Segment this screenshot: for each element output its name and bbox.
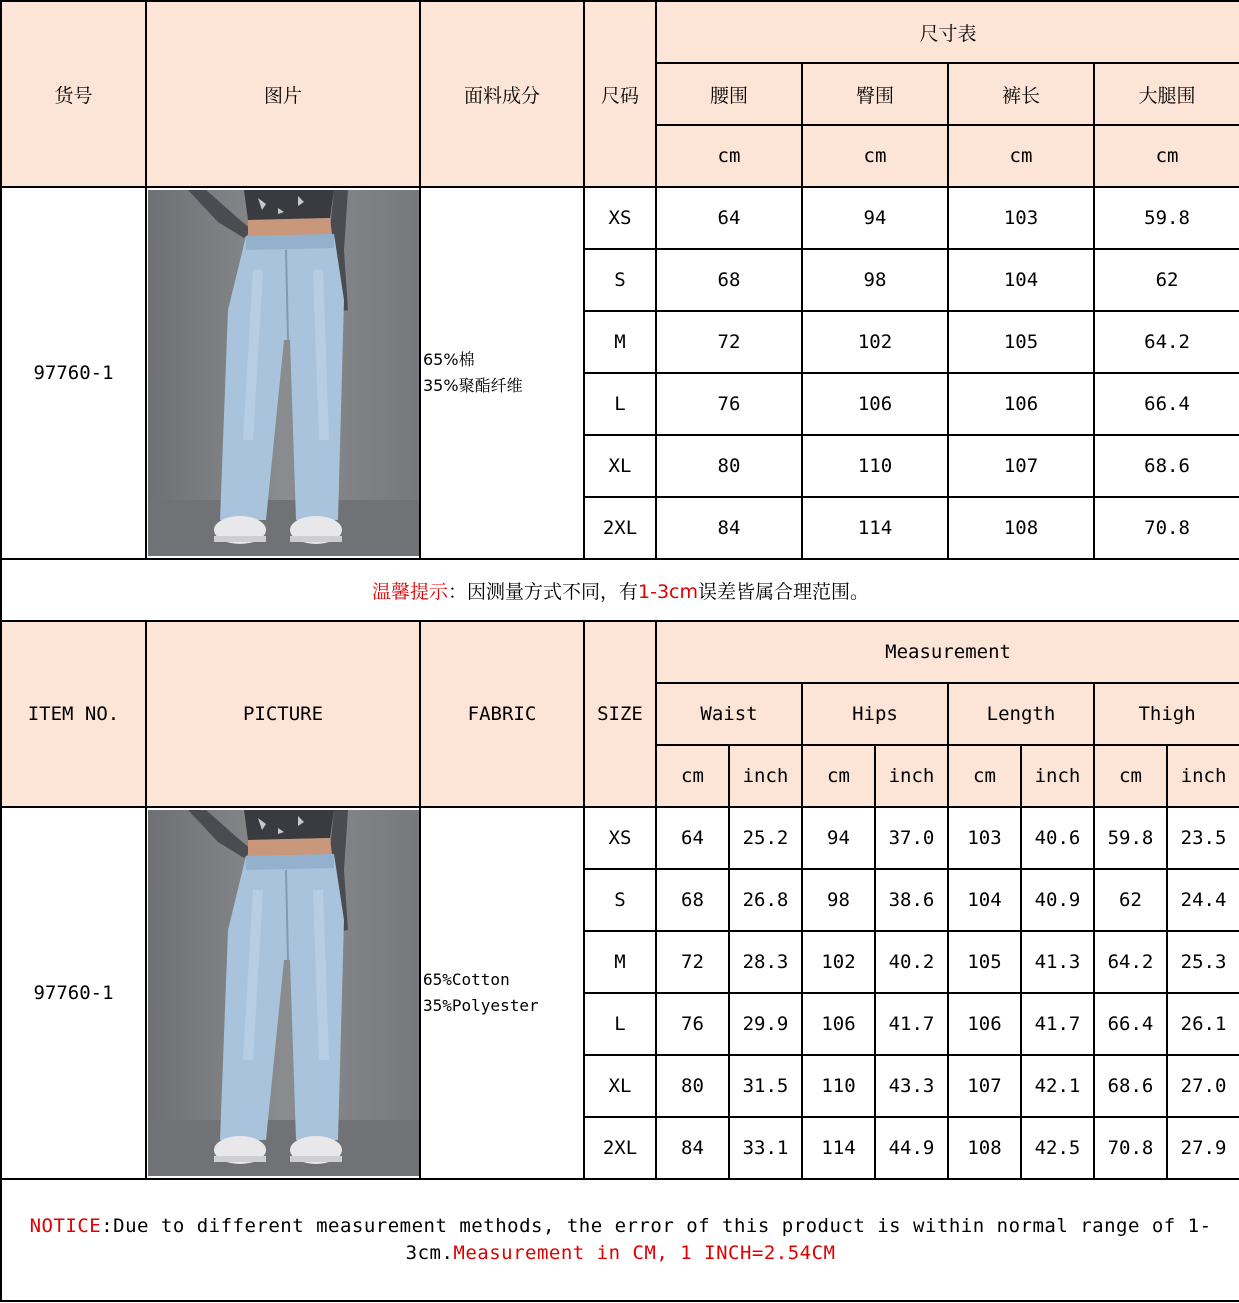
thigh-cm-cell: 59.8	[1094, 807, 1167, 869]
jeans-model-image	[148, 810, 420, 1176]
size-cell: 2XL	[584, 497, 656, 559]
header-picture: PICTURE	[146, 621, 420, 807]
header-fabric: 面料成分	[420, 1, 584, 187]
header-size: 尺码	[584, 1, 656, 187]
header-picture: 图片	[146, 1, 420, 187]
fabric-composition	[420, 807, 584, 1179]
length-cm-cell: 107	[948, 1055, 1021, 1117]
thigh-cell: 68.6	[1094, 435, 1239, 497]
thigh-cm-cell: 62	[1094, 869, 1167, 931]
length-cell: 105	[948, 311, 1094, 373]
tip-label: 温馨提示	[371, 580, 448, 603]
header-length: 裤长	[948, 63, 1094, 125]
thigh-cm-cell: 66.4	[1094, 993, 1167, 1055]
header-hips: 臀围	[802, 63, 948, 125]
unit-cm: cm	[948, 745, 1021, 807]
header-thigh: 大腿围	[1094, 63, 1239, 125]
measurement-notice	[1, 1179, 1239, 1301]
size-cell: 2XL	[584, 1117, 656, 1179]
waist-inch-cell: 25.2	[729, 807, 802, 869]
length-cm-cell: 105	[948, 931, 1021, 993]
thigh-inch-cell: 27.9	[1167, 1117, 1239, 1179]
thigh-inch-cell: 25.3	[1167, 931, 1239, 993]
hips-cm-cell: 110	[802, 1055, 875, 1117]
waist-cm-cell: 64	[656, 807, 729, 869]
waist-cell: 68	[656, 249, 802, 311]
length-inch-cell: 41.7	[1021, 993, 1094, 1055]
header-measurement: Measurement	[656, 621, 1239, 683]
length-inch-cell: 42.1	[1021, 1055, 1094, 1117]
notice-label: NOTICE	[29, 1215, 102, 1237]
length-inch-cell: 41.3	[1021, 931, 1094, 993]
unit-cm: cm	[802, 745, 875, 807]
header-item-no: ITEM NO.	[1, 621, 146, 807]
unit-cm: cm	[656, 125, 802, 187]
waist-cell: 84	[656, 497, 802, 559]
thigh-inch-cell: 26.1	[1167, 993, 1239, 1055]
length-inch-cell: 40.6	[1021, 807, 1094, 869]
waist-cm-cell: 76	[656, 993, 729, 1055]
header-waist: Waist	[656, 683, 802, 745]
thigh-inch-cell: 23.5	[1167, 807, 1239, 869]
item-number: 97760-1	[1, 187, 146, 559]
hips-cm-cell: 114	[802, 1117, 875, 1179]
header-hips: Hips	[802, 683, 948, 745]
thigh-inch-cell: 27.0	[1167, 1055, 1239, 1117]
hips-cm-cell: 98	[802, 869, 875, 931]
thigh-cell: 59.8	[1094, 187, 1239, 249]
waist-inch-cell: 28.3	[729, 931, 802, 993]
jeans-model-image	[148, 190, 420, 556]
length-cm-cell: 103	[948, 807, 1021, 869]
thigh-cell: 66.4	[1094, 373, 1239, 435]
tip-range: 1-3cm	[638, 580, 699, 603]
unit-cm: cm	[656, 745, 729, 807]
hips-inch-cell: 41.7	[875, 993, 948, 1055]
size-cell: XS	[584, 807, 656, 869]
tip-text: 误差皆属合理范围。	[698, 580, 870, 603]
waist-cm-cell: 80	[656, 1055, 729, 1117]
table-row	[1, 807, 1239, 869]
waist-inch-cell: 26.8	[729, 869, 802, 931]
hips-inch-cell: 44.9	[875, 1117, 948, 1179]
tip-text: ：因测量方式不同，有	[448, 580, 639, 603]
header-fabric: FABRIC	[420, 621, 584, 807]
hips-cm-cell: 102	[802, 931, 875, 993]
hips-inch-cell: 37.0	[875, 807, 948, 869]
header-length: Length	[948, 683, 1094, 745]
header-size: SIZE	[584, 621, 656, 807]
hips-cm-cell: 94	[802, 807, 875, 869]
waist-cell: 64	[656, 187, 802, 249]
waist-cell: 76	[656, 373, 802, 435]
waist-cm-cell: 68	[656, 869, 729, 931]
unit-inch: inch	[729, 745, 802, 807]
fabric-line: 35%Polyester	[423, 996, 539, 1015]
thigh-cm-cell: 68.6	[1094, 1055, 1167, 1117]
size-cell: S	[584, 869, 656, 931]
unit-inch: inch	[1167, 745, 1239, 807]
fabric-line: 35%聚酯纤维	[423, 376, 523, 395]
hips-cm-cell: 106	[802, 993, 875, 1055]
product-photo	[146, 807, 420, 1179]
fabric-composition	[420, 187, 584, 559]
unit-inch: inch	[1021, 745, 1094, 807]
fabric-line: 65%Cotton	[423, 970, 510, 989]
item-number: 97760-1	[1, 807, 146, 1179]
hips-inch-cell: 38.6	[875, 869, 948, 931]
waist-cm-cell: 84	[656, 1117, 729, 1179]
waist-inch-cell: 31.5	[729, 1055, 802, 1117]
hips-cell: 110	[802, 435, 948, 497]
header-thigh: Thigh	[1094, 683, 1239, 745]
length-inch-cell: 40.9	[1021, 869, 1094, 931]
size-cell: M	[584, 311, 656, 373]
thigh-cell: 62	[1094, 249, 1239, 311]
thigh-cell: 70.8	[1094, 497, 1239, 559]
thigh-inch-cell: 24.4	[1167, 869, 1239, 931]
size-cell: S	[584, 249, 656, 311]
header-size-chart: 尺寸表	[656, 1, 1239, 63]
hips-cell: 102	[802, 311, 948, 373]
length-cm-cell: 104	[948, 869, 1021, 931]
measurement-tip	[1, 559, 1239, 621]
size-cell: M	[584, 931, 656, 993]
fabric-line: 65%棉	[423, 350, 475, 369]
length-cm-cell: 106	[948, 993, 1021, 1055]
thigh-cm-cell: 64.2	[1094, 931, 1167, 993]
size-cell: XL	[584, 435, 656, 497]
hips-cell: 106	[802, 373, 948, 435]
size-chart-en	[0, 620, 1239, 1302]
hips-inch-cell: 43.3	[875, 1055, 948, 1117]
hips-cell: 98	[802, 249, 948, 311]
thigh-cm-cell: 70.8	[1094, 1117, 1167, 1179]
unit-inch: inch	[875, 745, 948, 807]
waist-cell: 72	[656, 311, 802, 373]
header-item-no: 货号	[1, 1, 146, 187]
thigh-cell: 64.2	[1094, 311, 1239, 373]
length-cell: 108	[948, 497, 1094, 559]
length-cell: 106	[948, 373, 1094, 435]
waist-inch-cell: 29.9	[729, 993, 802, 1055]
unit-cm: cm	[1094, 125, 1239, 187]
hips-inch-cell: 40.2	[875, 931, 948, 993]
waist-inch-cell: 33.1	[729, 1117, 802, 1179]
unit-cm: cm	[802, 125, 948, 187]
size-cell: XL	[584, 1055, 656, 1117]
length-inch-cell: 42.5	[1021, 1117, 1094, 1179]
size-cell: L	[584, 373, 656, 435]
notice-unit-note: Measurement in CM, 1 INCH=2.54CM	[453, 1242, 836, 1264]
size-chart-cn	[0, 0, 1239, 622]
notice-text: :Due to different measurement methods, the error of this product is within normal range of 1-3cm.	[101, 1215, 1212, 1264]
unit-cm: cm	[948, 125, 1094, 187]
product-photo	[146, 187, 420, 559]
waist-cm-cell: 72	[656, 931, 729, 993]
size-cell: L	[584, 993, 656, 1055]
length-cell: 103	[948, 187, 1094, 249]
hips-cell: 114	[802, 497, 948, 559]
length-cm-cell: 108	[948, 1117, 1021, 1179]
hips-cell: 94	[802, 187, 948, 249]
waist-cell: 80	[656, 435, 802, 497]
header-waist: 腰围	[656, 63, 802, 125]
length-cell: 107	[948, 435, 1094, 497]
length-cell: 104	[948, 249, 1094, 311]
size-cell: XS	[584, 187, 656, 249]
unit-cm: cm	[1094, 745, 1167, 807]
